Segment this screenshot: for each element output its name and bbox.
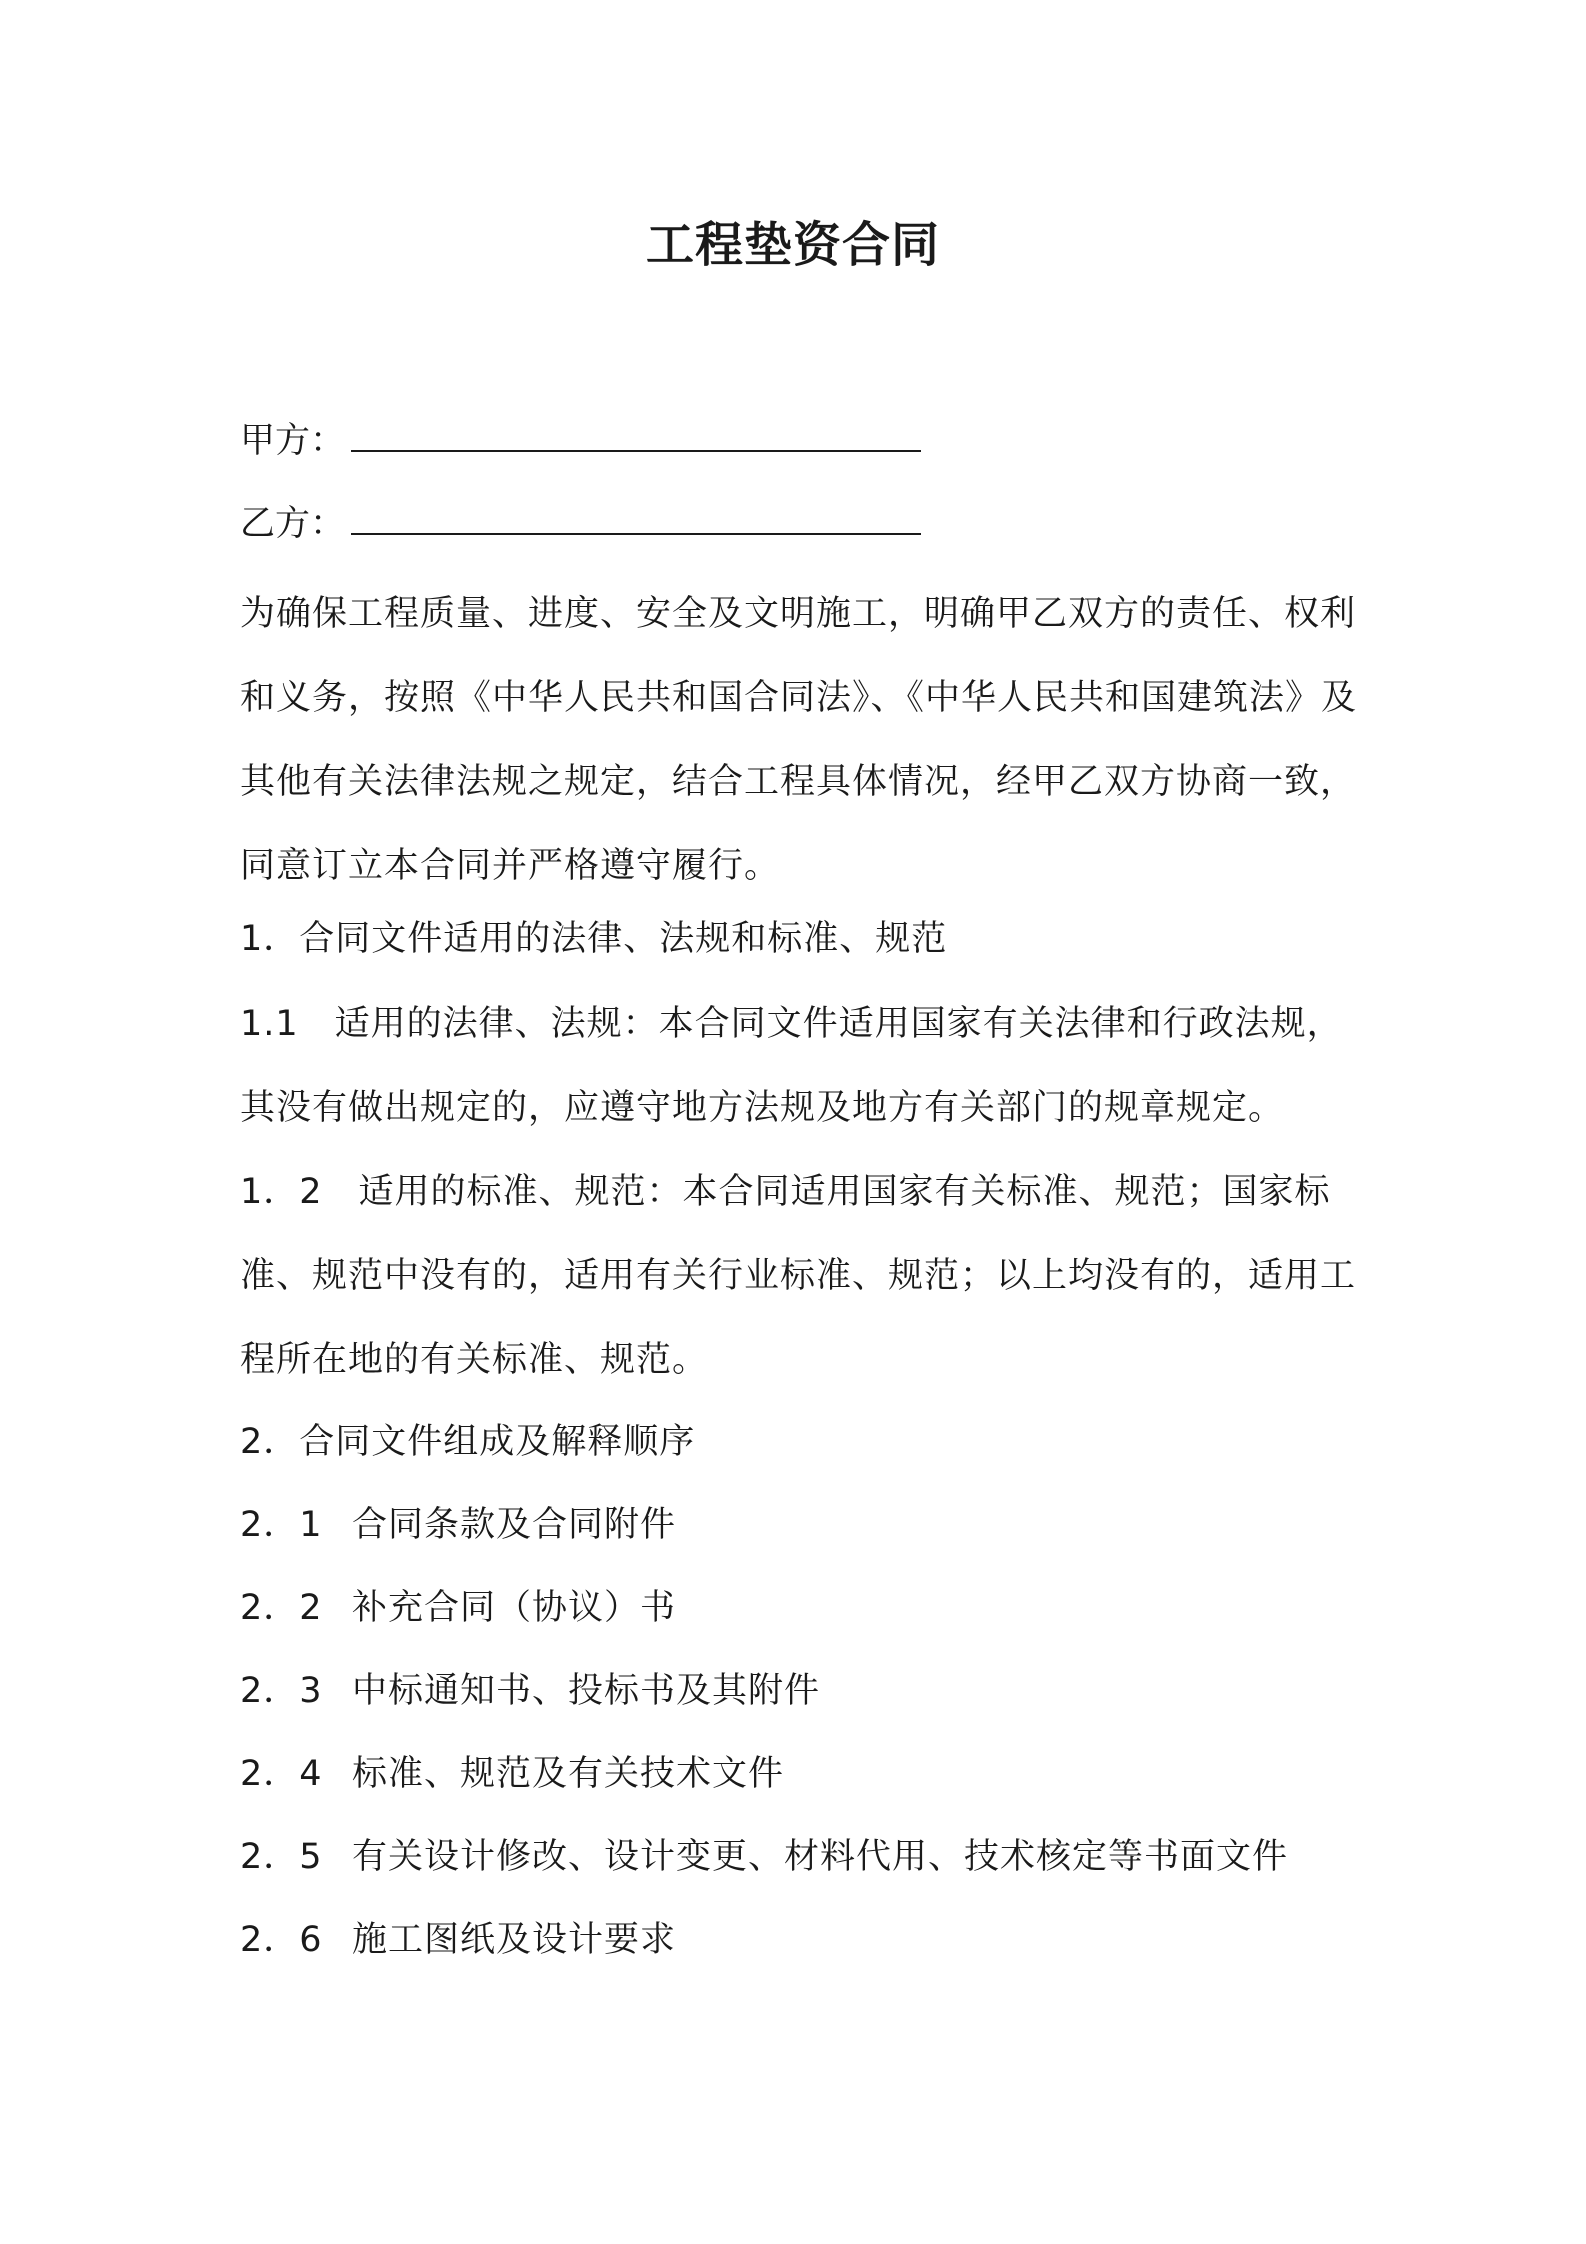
list-item-text: 合同条款及合同附件 (352, 1505, 677, 1545)
list-item-text: 中标通知书、投标书及其附件 (352, 1671, 821, 1711)
section-1-heading: 1．合同文件适用的法律、法规和标准、规范 (240, 919, 948, 959)
document-title: 工程垫资合同 (645, 217, 940, 273)
party-a-label: 甲方： (240, 421, 346, 461)
list-item-text: 施工图纸及设计要求 (352, 1920, 677, 1960)
section-2-heading: 2．合同文件组成及解释顺序 (240, 1422, 696, 1462)
list-item (240, 1912, 676, 1968)
clause-1-1: 1.1 适用的法律、法规：本合同文件适用国家有关法律和行政法规，其没有做出规定的，应遵守地方法规及地方有关部门的规章规定。 (240, 1004, 1343, 1128)
party-b-blank (351, 493, 921, 535)
list-item-number: 2．4 (240, 1754, 323, 1794)
list-item-number: 2．5 (240, 1837, 323, 1877)
party-b-line (240, 493, 921, 552)
list-item (240, 1497, 676, 1553)
list-item-number: 2．2 (240, 1588, 323, 1628)
list-item-text: 有关设计修改、设计变更、材料代用、技术核定等书面文件 (352, 1837, 1289, 1877)
list-item-number: 2．3 (240, 1671, 323, 1711)
list-item-text: 标准、规范及有关技术文件 (352, 1754, 785, 1794)
party-a-blank (351, 410, 921, 452)
intro-paragraph: 为确保工程质量、进度、安全及文明施工，明确甲乙双方的责任、权利和义务，按照《中华人民共和国合同法》、《中华人民共和国建筑法》及其他有关法律法规之规定，结合工程具体情况，经甲乙双方协商一致，同意订立本合同并严格遵守履行。 (240, 594, 1358, 886)
list-item-number: 2．6 (240, 1920, 323, 1960)
list-item-number: 2．1 (240, 1505, 323, 1545)
list-item (240, 1746, 784, 1802)
list-item (240, 1663, 820, 1719)
party-b-label: 乙方： (240, 504, 346, 544)
list-item (240, 1580, 676, 1636)
party-a-line (240, 410, 921, 469)
list-item-text: 补充合同（协议）书 (352, 1588, 677, 1628)
clause-1-2: 1．2 适用的标准、规范：本合同适用国家有关标准、规范；国家标准、规范中没有的，适用有关行业标准、规范；以上均没有的，适用工程所在地的有关标准、规范。 (240, 1172, 1357, 1380)
list-item (240, 1829, 1288, 1885)
